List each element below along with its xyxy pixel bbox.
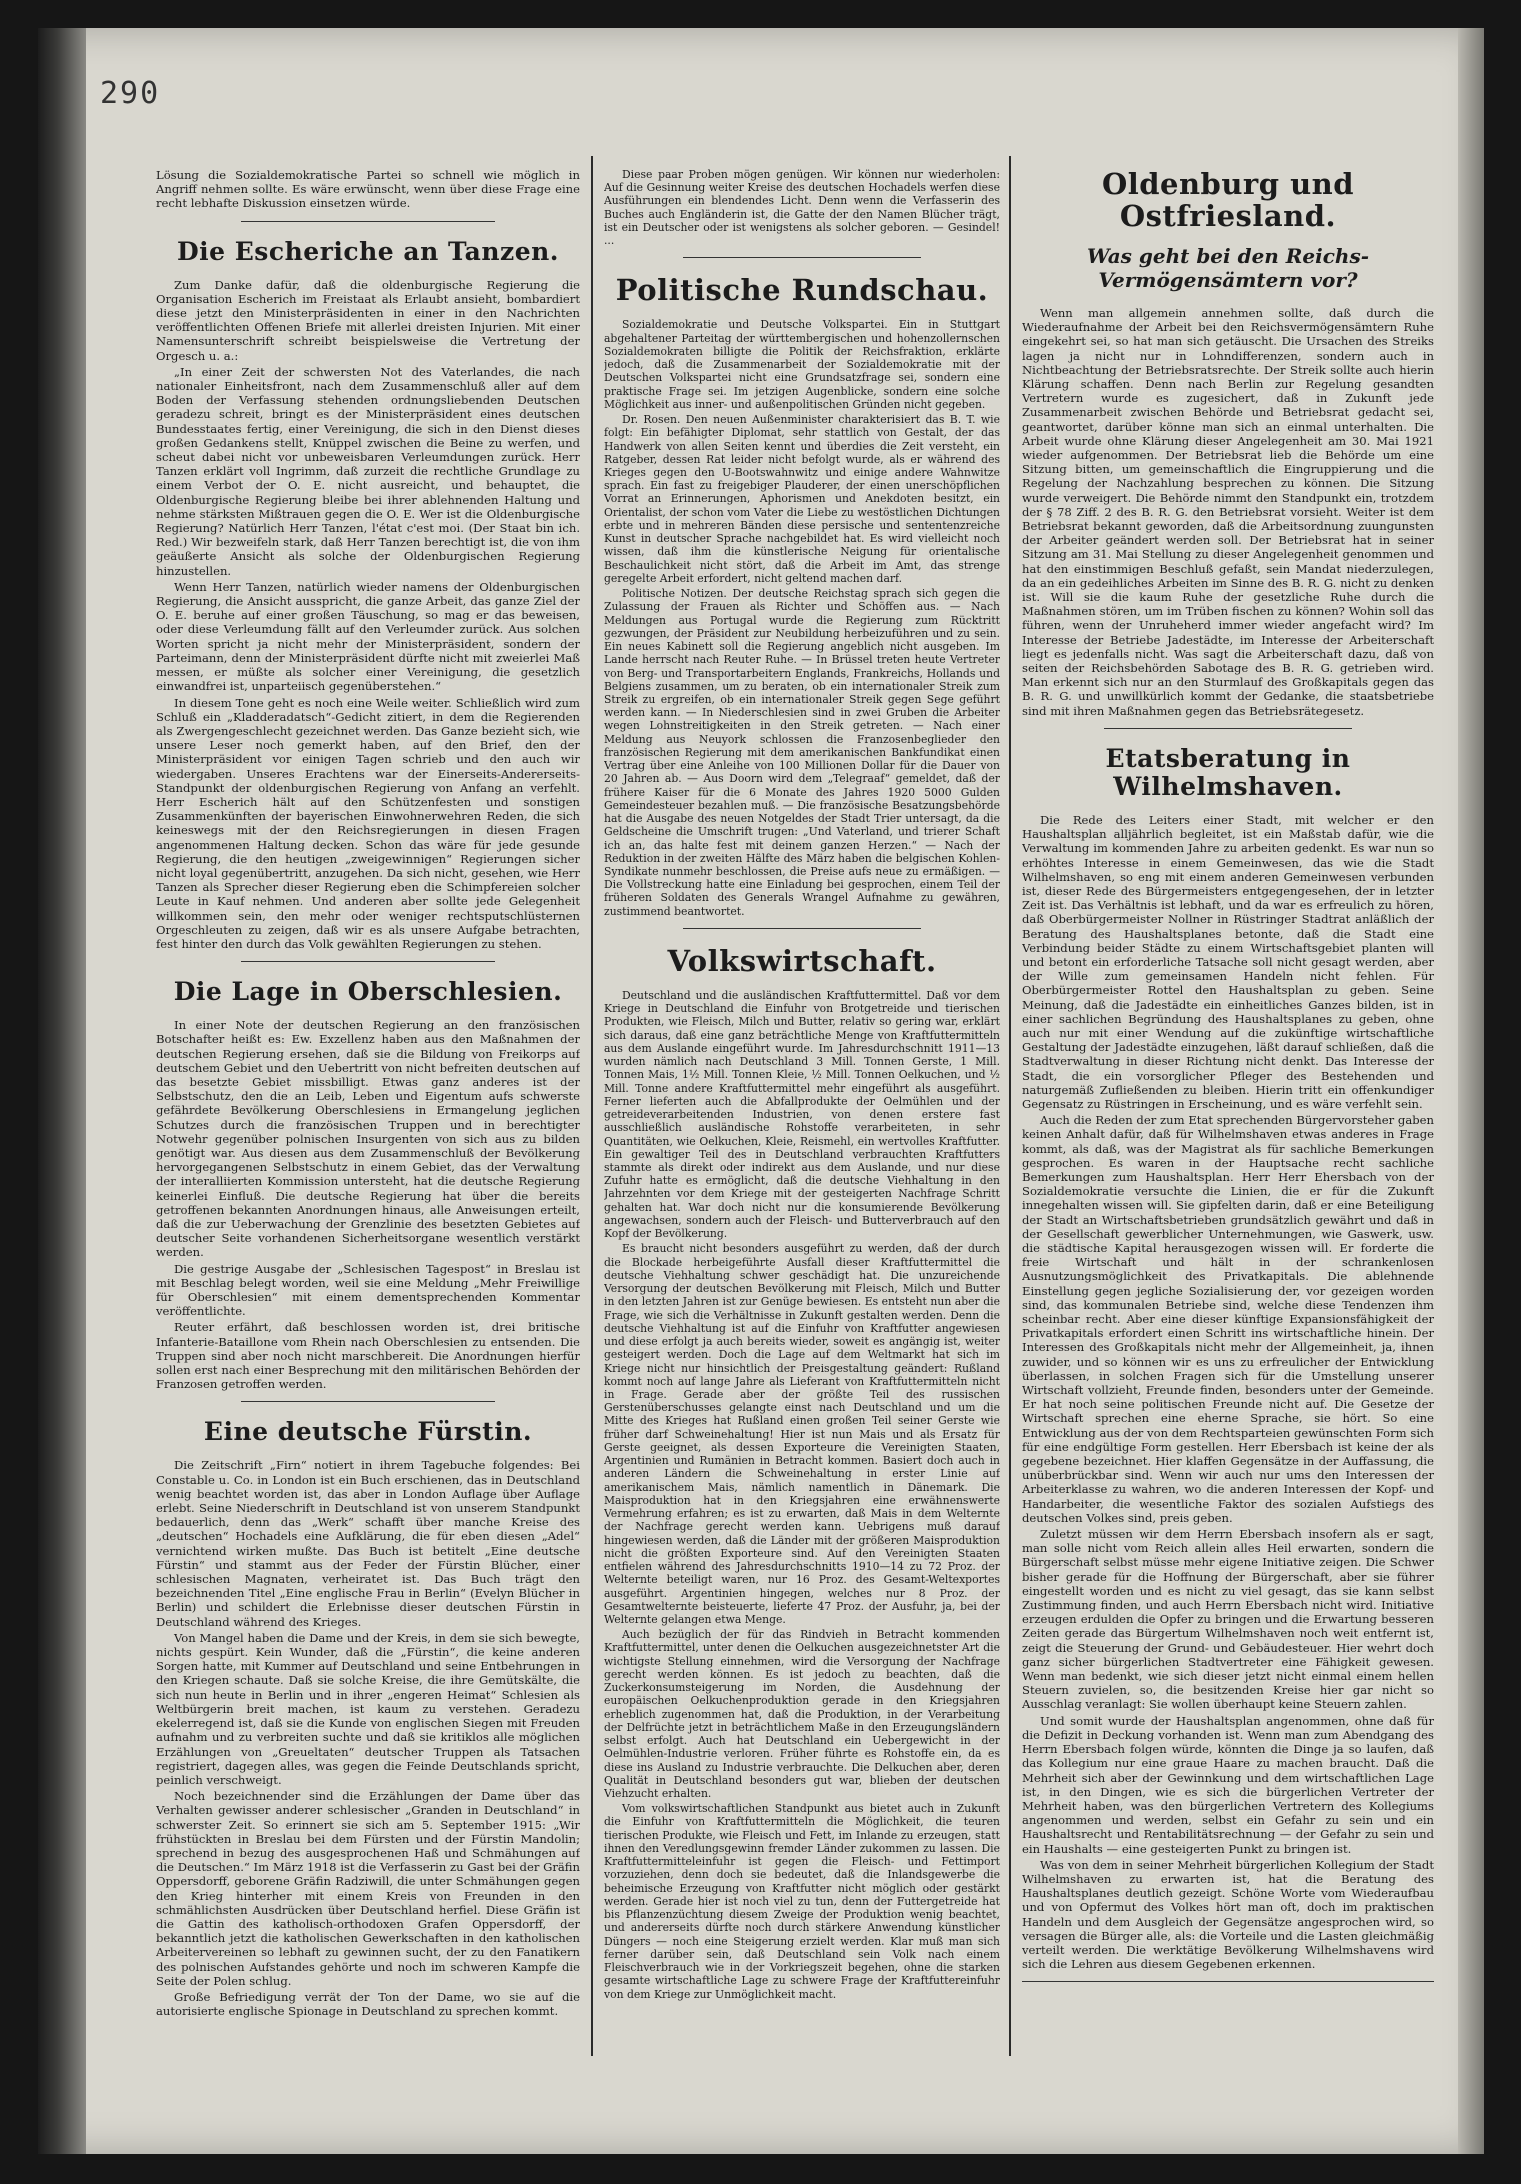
paragraph: Und somit wurde der Haushaltsplan angenommen, ohne daß für die Defizit in Deckung vorhanden ist. Wenn man zum Abendgang des Herrn Ebersbach folgen würde, könnten die Dinge ja so laufen, daß das Kollegium nur eine graue Haare zu machen braucht. Daß die Mehrheit sich aber der Gewinnkung und dem wirtschaftlichen Lage ist, in den Dingen, wie es sich die bürgerlichen Vertreter der Mehrheit haben, was den bürgerlichen Vertretern des Kollegiums angenommen und werden, selbst ein Gefahr zu sein und ein Haushaltsrecht und Rentabilitätsrechnung — der Gefahr zu sein und ein Haushalts — eine gesteigerten Punkt zu bringen ist. bbox=[1022, 1713, 1434, 1856]
paragraph: Zum Danke dafür, daß die oldenburgische Regierung die Organisation Escherich im Freistaat als Erlaubt ansieht, bombardiert diese jetzt den Ministerpräsidenten in einer in den Nachrichten veröffentlichten Offenen Briefe mit allerlei dreisten Injurien. Mit einer Namensunterschrift schreibt beispielsweise die Vertretung der Orgesch u. a.: bbox=[156, 277, 580, 363]
article-title-oldenburg: Oldenburg und Ostfriesland. bbox=[1101, 168, 1355, 233]
book-spine bbox=[38, 28, 86, 2154]
article-subtitle-vermoegensaemter: Was geht bei den Reichs-Vermögensämtern vor? bbox=[1086, 244, 1370, 292]
paragraph: Auch bezüglich der für das Rindvieh in Betracht kommenden Kraftfuttermittel, unter denen die Oelkuchen ausgezeichnetster Art die wichtigste Stellung einnehmen, wird die Versorgung der Nachfrage gerecht werden können. Es ist jedoch zu beachten, daß die Zuckerkonsumsteigerung im Norden, die Ausdehnung der europäischen Oelkuchenproduktion gerade in den Kriegsjahren erheblich zugenommen hat, daß die Produktion, in der Verarbeitung der Delfrüchte jetzt in beträchtlichem Maße in den Erzeugungsländern selbst erfolgt. Auch hat Deutschland ein Uebergewicht in der Oelmühlen-Industrie verloren. Früher führte es Rohstoffe ein, da es diese ins Ausland zu Industrie verbrauchte. Die Delkuchen aber, deren Qualität in Deutschland besonders gut war, blieben der deutschen Viehzucht erhalten. bbox=[604, 1628, 1000, 1801]
column-3 bbox=[1022, 168, 1434, 1992]
paragraph: Große Befriedigung verrät der Ton der Dame, wo sie auf die autorisierte englische Spionage in Deutschland zu sprechen kommt. bbox=[156, 1989, 580, 2019]
separator bbox=[683, 928, 921, 929]
separator bbox=[683, 257, 921, 258]
separator bbox=[241, 961, 495, 962]
article-title-rundschau: Politische Rundschau. bbox=[615, 273, 989, 308]
paragraph: Was von dem in seiner Mehrheit bürgerlichen Kollegium der Stadt Wilhelmshaven zu erwarten ist, hat die Beratung des Haushaltsplanes deutlich gezeigt. Schöne Worte vom Wiederaufbau und von Opfermut des Volkes hört man oft, doch im praktischen Handeln und dem Ausgleich der Gegensätze angesprochen wird, so versagen die Bürger alle, als: die Vorteile und die Lasten gleichmäßig verteilt werden. Die werktätige Bevölkerung Wilhelmshavens wird sich die Lehren aus diesem Gegebenen erkennen. bbox=[1022, 1857, 1434, 1972]
paragraph: Politische Notizen. Der deutsche Reichstag sprach sich gegen die Zulassung der Frauen als Richter und Schöffen aus. — Nach Meldungen aus Portugal wurde die Regierung zum Rücktritt gezwungen, der Präsident zur Neubildung herbeizuführen und zu sein. Ein neues Kabinett soll die Regierung angeblich nicht ausgeben. Im Lande herrscht nach Reuter Ruhe. — In Brüssel treten heute Vertreter von Berg- und Transportarbeitern Englands, Frankreichs, Hollands und Belgiens zusammen, um zu beraten, ob ein internationaler Streik zum Streik zu ergreifen, ob ein internationaler Streik gegen Sege geführt werden kann. — In Niederschlesien sind in zwei Gruben die Arbeiter wegen Lohnstreitigkeiten in den Streik getreten. — Nach einer Meldung aus Neuyork schlossen die Franzosenbeglieder den französischen Regierung mit dem amerikanischen Bankfundikat einen Vertrag über eine Anleihe von 100 Millionen Dollar für die Dauer von 20 Jahren ab. — Aus Doorn wird dem „Telegraaf“ gemeldet, daß der frühere Kaiser für die 6 Monate des Jahres 1920 5000 Gulden Gemeindesteuer bezahlen muß. — Die französische Besatzungsbehörde hat die Ausgabe des neuen Notgeldes der Stadt Trier untersagt, da die Geldscheine die Umschrift trugen: „Und Vaterland, und trierer Schaft ich an, das halte fest mit deinem ganzen Herzen.“ — Nach der Reduktion in der zweiten Hälfte des März haben die belgischen Kohlen-Syndikate nunmehr beschlossen, die Preise aufs neue zu ermäßigen. — Die Vollstreckung hatte eine Einladung bei gesprochen, einem Teil der früheren Soldaten des Generals Wrangel Aufnahme zu gewähren, zustimmend beantwortet. bbox=[604, 587, 1000, 918]
paragraph: Die Rede des Leiters einer Stadt, mit welcher er den Haushaltsplan alljährlich begleitet, ist ein Maßstab dafür, wie die Verwaltung im kommenden Jahre zu arbeiten gedenkt. Es war nun so erhöhtes Interesse in einem Gemeinwesen, das wie die Stadt Wilhelmshaven, so eng mit einem anderen Gemeinwesen verbunden ist, dieser Rede des Bürgermeisters entgegengesehen, der in letzter Zeit ist. Das Verhältnis ist lebhaft, und da war es erfreulich zu hören, daß Oberbürgermeister Nollner in Rüstringer Stadtrat anläßlich der Beratung des Haushaltsplanes betonte, daß die Stadt eine Verbindung beider Städte zu einem Wirtschaftsgebiet planten will und betont ein erforderliche Tatsache soll nicht gesagt werden, aber der Wille zum gemeinsamen Handeln nicht fehlen. Für Oberbürgermeister Rottel den Haushaltsplan zu geben. Seine Meinung, daß die Jadestädte ein einheitliches Ganzes bilden, ist in einer sachlichen Begründung des Haushaltsplanes zu geben, ohne auch nur mit einer Wendung auf die zukünftige wirtschaftliche Gestaltung der Jadestädte einzugehen, läßt darauf schließen, daß die Stadtverwaltung in dieser Richtung nicht denkt. Das Interesse der Stadt, die ein vorsorglicher Pfleger des Bestehenden und naturgemäß Zufließenden zu bleiben. Hierin tritt ein offenkundiger Gegensatz zu Rüstringen in Erscheinung, und es wäre verfehlt sein. bbox=[1022, 812, 1434, 1111]
paragraph: Die gestrige Ausgabe der „Schlesischen Tagespost“ in Breslau ist mit Beschlag belegt worden, weil sie eine Meldung „Mehr Freiwillige für Oberschlesien“ mit einem dementsprechenden Kommentar veröffentlichte. bbox=[156, 1261, 580, 1319]
paragraph: Von Mangel haben die Dame und der Kreis, in dem sie sich bewegte, nichts gespürt. Kein Wunder, daß die „Fürstin“, die keine anderen Sorgen hatte, mit Kummer auf Deutschland und seine Entbehrungen in den Kriegen schaute. Daß sie solche Kreise, die ihre Gemütskälte, die sich nun heute in Berlin und in ihrer „engeren Heimat“ Schlesien als Weltbürgerin breit machen, ist kaum zu verstehen. Geradezu ekelerregend ist, daß sie die Kunde von englischen Siegen mit Freuden aufnahm und zu verbreiten suchte und daß sie kritiklos alle möglichen Erzählungen von „Greueltaten“ deutscher Truppen als Tatsachen registriert, dagegen alles, was gegen die Feinde Deutschlands spricht, peinlich verschweigt. bbox=[156, 1630, 580, 1787]
page-number: 290 bbox=[100, 76, 161, 111]
article-title-oberschlesien: Die Lage in Oberschlesien. bbox=[173, 977, 563, 1007]
column-rule-2 bbox=[1009, 156, 1011, 2056]
paragraph: Sozialdemokratie und Deutsche Volkspartei. Ein in Stuttgart abgehaltener Parteitag der württembergischen und hohenzollernschen Sozialdemokraten billigte die Politik der Reichsfraktion, erklärte jedoch, daß die Zusammenarbeit der Sozialdemokratie mit der Deutschen Volkspartei nicht eine Grundsatzfrage sei, sondern eine praktische Frage sei. Im jetzigen Augenblicke, sondern eine solche Möglichkeit aus inner- und außenpolitischen Gründen nicht gegeben. bbox=[604, 318, 1000, 411]
page-edge bbox=[1458, 28, 1484, 2154]
paragraph: Es braucht nicht besonders ausgeführt zu werden, daß der durch die Blockade herbeigeführte Ausfall dieser Kraftfuttermittel die deutsche Viehhaltung schwer geschädigt hat. Die unzureichende Versorgung der deutschen Bevölkerung mit Fleisch, Milch und Butter in den letzten Jahren ist zur Genüge bewiesen. Es entsteht nun aber die Frage, wie sich die Verhältnisse in Zukunft gestalten werden. Denn die deutsche Viehhaltung ist auf die Einfuhr von Kraftfutter angewiesen und diese erfolgt ja auch bereits wieder, soweit es angängig ist, weiter gesteigert werden. Doch die Lage auf dem Weltmarkt hat sich im Kriege nicht nur hinsichtlich der Preisgestaltung geändert: Rußland kommt noch auf lange Jahre als Lieferant von Kraftfuttermitteln nicht in Frage. Gerade aber der größte Teil des russischen Gerstenüberschusses gelangte einst nach Deutschland und um die Mitte des Krieges hat Rußland einen großen Teil seiner Gerste wie früher darf Schweinehaltung! Hier ist nun Mais und als Ersatz für Gerste geeignet, als dessen Exporteure die Vereinigten Staaten, Argentinien und Rumänien in Betracht kommen. Basiert doch auch in anderen Ländern die Schweinehaltung in erster Linie auf amerikanischem Mais, nämlich namentlich in Dänemark. Die Maisproduktion hat in den Kriegsjahren eine erwähnenswerte Vermehrung erfahren; es ist zu erwarten, daß Mais in dem Welternte der Nachfrage gerecht werden kann. Uebrigens muß darauf hingewiesen werden, daß die Länder mit der größeren Maisproduktion nicht die größten Exporteure sind. Auf den Vereinigten Staaten entfielen während des Jahresdurchschnitts 1910—14 zu 72 Proz. der Welternte beteiligt waren, nur 16 Proz. des Gesamt-Weltexportes ausgeführt. Argentinien hingegen, welches nur 8 Proz. der Gesamtwelternte beisteuerte, lieferte 47 Proz. der Ausfuhr, ja, bei der Welternte gelangen etwa Menge. bbox=[604, 1242, 1000, 1626]
paragraph: Die Zeitschrift „Firn“ notiert in ihrem Tagebuche folgendes: Bei Constable u. Co. in London ist ein Buch erschienen, das in Deutschland wenig beachtet worden ist, das aber in London Auflage über Auflage erlebt. Seine Niederschrift in Deutschland ist von unserem Standpunkt bedauerlich, denn das „Werk“ schafft über manche Kreise des „deutschen“ Hochadels eine Aufklärung, die für eben diesen „Adel“ vernichtend wirken mußte. Das Buch ist betitelt „Eine deutsche Fürstin“ und stammt aus der Feder der Fürstin Blücher, einer schlesischen Magnaten, verheiratet ist. Das Buch trägt den bezeichnenden Titel „Eine englische Frau in Berlin“ (Evelyn Blücher in Berlin) und schildert die Erlebnisse dieser deutschen Fürstin in Deutschland während des Krieges. bbox=[156, 1458, 580, 1629]
paragraph: Reuter erfährt, daß beschlossen worden ist, drei britische Infanterie-Bataillone vom Rhein nach Oberschlesien zu entsenden. Die Truppen sind aber noch nicht marschbereit. Die Anordnungen hierfür sollen erst nach einer Besprechung mit den militärischen Behörden der Franzosen getroffen werden. bbox=[156, 1320, 580, 1392]
paragraph: Auch die Reden der zum Etat sprechenden Bürgervorsteher gaben keinen Anhalt dafür, daß für Wilhelmshaven etwas anderes in Frage kommt, als daß, was der Magistrat als für sachliche Bemerkungen gesprochen. Es waren in der Hauptsache recht sachliche Bemerkungen zum Haushaltsplan. Herr Herr Ehersbach von der Sozialdemokratie versuchte die Linien, die er für die Zukunft innegehalten wissen will. Sie gipfelten darin, daß er eine Beteiligung der Stadt an Wirtschaftsbetrieben grundsätzlich gewährt und daß in der Gesellschaft gewerblicher Unternehmungen, wie Gaswerk, usw. die städtische Kapital herausgezogen wissen will. Er forderte die freie Wirtschaft und hält in der schrankenlosen Ausnutzungsmöglichkeit des Privatkapitals. Die ablehnende Einstellung gegen jegliche Sozialisierung der, vor gezeigen worden sind, das kommunalen Betriebe sind, welche diese Tendenzen ihm scheinbar recht. Aber eine dieser künftige Expansionsfähigkeit der Privatkapitals erfordert einen Schritt ins wirtschaftliche hinein. Der Interessen des Großkapitals nicht mehr der Allgemeinheit, ja, ihnen zuwider, und so können wir es uns zu erfreulicher der Entwicklung überlassen, in solchen Fragen sich für die Umstellung unserer Wirtschaft vollzieht, Freunde finden, besonders unter der Gemeinde. Er hat noch seine politischen Freunde nicht auf. Die Gesetze der Wirtschaft sprechen eine eherne Sprache, sie hört. So eine Entwicklung aus der von dem Rechtsparteien gewünschten Form sich für eine endgültige Form gestellen. Herr Ebersbach ist keine der als gegebene bezeichnet. Hier klaffen Gegensätze in der Auffassung, die unüberbrückbar sind. Wenn wir auch nur ums den Interessen der Arbeiterklasse zu wahren, wo die anderen Interessen der Kopf- und Handarbeiter, die wesentliche Faktor des sozialen Aufstiegs des deutschen Volkes sind, preis geben. bbox=[1022, 1113, 1434, 1525]
separator bbox=[241, 221, 495, 222]
article-title-volkswirtschaft: Volkswirtschaft. bbox=[667, 943, 937, 978]
paragraph: In diesem Tone geht es noch eine Weile weiter. Schließlich wird zum Schluß ein „Kladderadatsch“-Gedicht zitiert, in dem die Regierenden als Zwergengeschlecht gezeichnet werden. Das Ganze bezieht sich, wie unsere Leser noch gemerkt haben, auf den Brief, den der Ministerpräsident vor einigen Tagen schrieb und den auch wir wiedergaben. Unseres Erachtens war der Einerseits-Andererseits-Standpunkt der oldenburgischen Regierung von Anfang an verfehlt. Herr Escherich hält auf den Schützenfesten und sonstigen Zusammenkünften der bayerischen Einwohnerwehren Reden, die sich keineswegs mit der den Reichsregierungen in diesen Fragen angenommenen Haltung decken. Schon das wäre für jede gesunde Regierung, die den heutigen „zweigewinnigen“ Regierungen sicher nicht loyal gegenübertritt, anzugehen. Da sich nicht, gesehen, wie Herr Tanzen als Sprecher dieser Regierung eben die Schimpfereien solcher Leute in Kauf nehmen. Und anderen aber sollte jede Gelegenheit willkommen sein, den mehr oder weniger rechtsputschlüsternen Orgeschleuten zu zeigen, daß wir es als unsere Aufgabe betrachten, fest hinter den durch das Volk gewählten Regierungen zu stehen. bbox=[156, 695, 580, 951]
paragraph: In einer Note der deutschen Regierung an den französischen Botschafter heißt es: Ew. Exzellenz haben aus den Maßnahmen der deutschen Regierung ersehen, daß sie die Bildung von Freikorps auf deutschem Gebiet und den Uebertritt von nicht befreiten deutschen auf das besetzte Gebiet missbilligt. Etwas ganz anderes ist der Selbstschutz, den die an Leib, Leben und Eigentum aufs schwerste gefährdete Bevölkerung Oberschlesiens in Ermangelung jeglichen Schutzes durch die französischen Truppen und in berechtigter Notwehr gegenüber polnischen Insurgenten von sich aus zu bilden genötigt war. Aus diesen aus dem Zusammenschluß der Bevölkerung hervorgegangenen Selbstschutz in einem Gebiet, das der Verwaltung der interalliierten Kommission untersteht, hat die deutsche Regierung keinerlei Einfluß. Die deutsche Regierung hat über die bereits getroffenen bekannten Anordnungen hinaus, alle Anweisungen erteilt, daß die zur Ueberwachung der Grenzlinie des besetzten Gebietes auf deutscher Seite vorhandenen Sicherheitsorgane wesentlich verstärkt werden. bbox=[156, 1018, 580, 1260]
paragraph: Diese paar Proben mögen genügen. Wir können nur wiederholen: Auf die Gesinnung weiter Kreise des deutschen Hochadels werfen diese Ausführungen ein blendendes Licht. Denn wenn die Verfasserin des Buches auch Engländerin ist, die Gatte der den Namen Blücher trägt, ist ein Deutscher oder ist wenigstens als solcher geboren. — Gesindel! ... bbox=[604, 168, 1000, 248]
paragraph: Noch bezeichnender sind die Erzählungen der Dame über das Verhalten gewisser anderer schlesischer „Granden in Deutschland“ in schwerster Zeit. So erinnert sie sich am 5. September 1915: „Wir frühstückten in Breslau bei dem Fürsten und der Fürstin Mandolin; sprechend in bezug des ausgesprochenen Haß und Schmähungen auf die Deutschen.“ Im März 1918 ist die Verfasserin zu Gast bei der Gräfin Oppersdorff, geborene Gräfin Radziwill, die unter Schmähungen gegen den Krieg hinterher mit einem Kreis von Freunden in den schmählichsten Ausdrücken über Deutschland herfiel. Diese Gräfin ist die Gattin des katholisch-orthodoxen Grafen Oppersdorff, der bekanntlich jetzt die katholischen Gewerkschaften in den katholischen Arbeitervereinen so lebhaft zu gewinnen sucht, der zu den Fanatikern des polnischen Aufstandes gehörte und noch im schweren Kampfe die Seite der Polen schlug. bbox=[156, 1789, 580, 1988]
paragraph: Vom volkswirtschaftlichen Standpunkt aus bietet auch in Zukunft die Einfuhr von Kraftfuttermitteln die Möglichkeit, die teuren tierischen Produkte, wie Fleisch und Fett, im Inlande zu erzeugen, statt ihnen den Veredlungsgewinn fremder Länder zukommen zu lassen. Die Kraftfuttermitteleinfuhr ist gegen die Fleisch- und Fettimport vorzuziehen, denn doch sie bedeutet, daß die Inlandsgewerbe die beheimische Erzeugung von Kraftfutter nicht möglich oder gestärkt werden. Gerade hier ist noch viel zu tun, denn der Futtergetreide hat bis Pflanzenzüchtung diesem Zweige der Produktion wenig beachtet, und andererseits dürfte noch durch stärkere Anwendung künstlicher Düngers — noch eine Steigerung erzielt werden. Klar muß man sich ferner darüber sein, daß Deutschland sein Volk nach einem Fleischverbrauch wie in der Vorkriegszeit begehen, ohne die starken gesamte wirtschaftliche Lage zu schwere Frage der Kraftfuttereinfuhr von dem Kriege zur Unmöglichkeit macht. bbox=[604, 1802, 1000, 2001]
paragraph: „In einer Zeit der schwersten Not des Vaterlandes, die nach nationaler Einheitsfront, nach dem Zusammenschluß aller auf dem Boden der Verfassung stehenden ordnungsliebenden Deutschen geradezu schreit, bringt es der Ministerpräsident eines deutschen Bundesstaates fertig, einer Vereinigung, die sich in den Dienst dieses großen Gedankens stellt, Knüppel zwischen die Beine zu werfen, und scheut dabei nicht vor unbeweisbaren Verleumdungen zurück. Herr Tanzen erklärt voll Ingrimm, daß zurzeit die rechtliche Grundlage zu einem Verbot der O. E. nicht ausreicht, und behauptet, die Oldenburgische Regierung bleibe bei ihrer ablehnenden Haltung und nehme stärksten Mißtrauen gegen die O. E. Wer ist die Oldenburgische Regierung? Natürlich Herr Tanzen, l'état c'est moi. (Der Staat bin ich. Red.) Wir bezweifeln stark, daß Herr Tanzen berechtigt ist, die von ihm geäußerte Ansicht als solche der Oldenburgischen Regierung hinzustellen. bbox=[156, 364, 580, 578]
col1-intro: Lösung die Sozialdemokratische Partei so schnell wie möglich in Angriff nehmen sollte. Es wäre erwünscht, wenn über diese Frage eine recht lebhafte Diskussion einsetzen würde. bbox=[156, 168, 580, 211]
paragraph: Wenn Herr Tanzen, natürlich wieder namens der Oldenburgischen Regierung, die Ansicht ausspricht, die ganze Arbeit, das ganze Ziel der O. E. beruhe auf einer großen Täuschung, so mag er das beweisen, oder diese Verleumdung fällt auf den Verleumder zurück. Aus solchen Worten spricht ja nicht mehr der Ministerpräsident, sondern der Parteimann, denn der Ministerpräsident dürfte nicht mit zweierlei Maß messen, er müßte als solcher einer Vereinigung, die gesetzlich einwandfrei ist, unparteiisch gegenüberstehen.“ bbox=[156, 579, 580, 694]
separator bbox=[1104, 728, 1351, 729]
paragraph: Zuletzt müssen wir dem Herrn Ebersbach insofern als er sagt, man solle nicht vom Reich allein alles Heil erwarten, sondern die Bürgerschaft selbst müsse mehr eigene Initiative zeigen. Die Schwer bisher gerade für die Hoffnung der Bürgerschaft, aber sie führer eingestellt worden und es nicht zu viel gesagt, das sie kann selbst Zustimmung finden, und auch Herrn Ebersbach nicht wird. Initiative erzeugen erdulden die Opfer zu bringen und die Erwartung besseren Zeiten gerade das Bürgertum Wilhelmshaven noch weit entfernt ist, zeigt die Steuerung der Grund- und Gebäudesteuer. Hier wehrt doch ganz sicher bürgerlichen Stadtvertreter eine Fähigkeit gewesen. Wenn man bedenkt, wie sich dieser jetzt nicht einmal einem hellen Steuern zuvielen, so, die besitzenden Kreise hier gar nicht so Ausschlag veranlagt: Sie wollen überhaupt keine Steuern zahlen. bbox=[1022, 1527, 1434, 1712]
paragraph: Dr. Rosen. Den neuen Außenminister charakterisiert das B. T. wie folgt: Ein befähigter Diplomat, sehr stattlich von Gestalt, der das Handwerk von allen Seiten kennt und überdies die Zeit versteht, ein Ratgeber, dessen Rat leider nicht befolgt wurde, als er während des Krieges gegen den U-Bootswahnwitz und einige andere Wahnwitze sprach. Ein fast zu freigebiger Plauderer, der einen unerschöpflichen Vorrat an Erinnerungen, Aphorismen und Anekdoten besitzt, ein Orientalist, der schon vom Vater die Liebe zu westöstlichen Dichtungen erbte und in mehreren Bänden diese persische und sententenzreiche Kunst in deutscher Sprache nachgebildet hat. Es wird vielleicht noch wissen, daß ihm die künstlerische Neigung für orientalische Beschaulichkeit nicht stört, daß die Arbeit im Amt, das strenge geregelte Arbeit erfordert, nicht geltend machen darf. bbox=[604, 413, 1000, 585]
article-title-fuerstin: Eine deutsche Fürstin. bbox=[203, 1417, 533, 1447]
newspaper-page bbox=[38, 28, 1484, 2154]
paragraph: Wenn man allgemein annehmen sollte, daß durch die Wiederaufnahme der Arbeit bei den Reichsvermögensämtern Ruhe eingekehrt sei, so hat man sich getäuscht. Die Ursachen des Streiks lagen ja nicht nur in Lohndifferenzen, sondern auch in Nichtbeachtung der Betriebsratsrechte. Der Streik sollte auch hierin Klärung schaffen. Denn nach Berlin zur Regelung gesandten Vertretern wurde es zugesichert, daß in Zukunft jede Zusammenarbeit zwischen Behörde und Betriebsrat gedacht sei, geantwortet, darüber könne man sich an einmal unterhalten. Die Arbeit wurde ohne Klärung dieser Angelegenheit am 30. Mai 1921 wieder aufgenommen. Der Betriebsrat lieb die Behörde um eine Sitzung bitten, um gemeinschaftlich die Eingruppierung und die Regelung der Nachzahlung besprechen zu können. Die Sitzung wurde verweigert. Die Behörde nimmt den Standpunkt ein, trotzdem der § 78 Ziff. 2 des B. R. G. den Betriebsrat vorsieht. Weiter ist dem Betriebsrat bekannt geworden, daß die Arbeitsordnung zuungunsten der Arbeiter geändert werden soll. Der Betriebsrat hat in seiner Sitzung am 31. Mai Stellung zu dieser Angelegenheit genommen und hat den einstimmigen Beschluß gefaßt, sein Mandat niederzulegen, da an ein gedeihliches Arbeiten im Sinne des B. R. G. nicht zu denken ist. Will sie die kaum Ruhe der gesetzliche Ruhe durch die Maßnahmen stören, um im Trüben fischen zu können? Wohin soll das führen, wenn der Unruheherd immer wieder angefacht wird? Im Interesse der Betriebe Jadestädte, im Interesse der Arbeiterschaft liegt es jedenfalls nicht. Was sagt die Arbeiterschaft dazu, daß von seiten der Reichsbehörden Sabotage des B. R. G. getrieben wird. Man erkennt sich nur an den Sturmlauf des Großkapitals gegen das B. R. G. und unwillkürlich kommt der Gedanke, die staatsbetriebe sind mit ihren Maßnahmen gegen das Betriebsrätegesetz. bbox=[1022, 306, 1434, 718]
separator bbox=[1022, 1981, 1434, 1982]
column-1 bbox=[156, 168, 580, 2020]
paragraph: Deutschland und die ausländischen Kraftfuttermittel. Daß vor dem Kriege in Deutschland die Einfuhr von Brotgetreide und tierischen Produkten, wie Fleisch, Milch und Butter, relativ so gering war, erklärt sich daraus, daß eine ganz beträchtliche Menge von Kraftfuttermitteln aus dem Auslande eingeführt wurde. Im Jahresdurchschnitt 1911—13 wurden nämlich nach Deutschland 3 Mill. Tonnen Gerste, 1 Mill. Tonnen Mais, 1½ Mill. Tonnen Kleie, ½ Mill. Tonnen Oelkuchen, und ½ Mill. Tonne andere Kraftfuttermittel mehr eingeführt als ausgeführt. Ferner lieferten auch die Abfallprodukte der Oelmühlen und der getreideverarbeitenden Industrien, von denen erstere fast ausschließlich ausländische Rohstoffe verarbeiteten, in sehr Quantitäten, wie Oelkuchen, Kleie, Reismehl, ein wertvolles Kraftfutter. Ein gewaltiger Teil des in Deutschland verbrauchten Kraftfutters stammte als direkt oder indirekt aus dem Auslande, und nur diese Zufuhr hatte es ermöglicht, daß die deutsche Viehhaltung in den Jahrzehnten vor dem Kriege mit der gesteigerten Nachfrage Schritt gehalten hat. War doch nicht nur die konsumierende Bevölkerung angewachsen, sondern auch der Fleisch- und Butterverbrauch auf den Kopf der Bevölkerung. bbox=[604, 988, 1000, 1241]
article-title-escheriche: Die Escheriche an Tanzen. bbox=[176, 236, 560, 266]
separator bbox=[241, 1401, 495, 1402]
article-title-etatsberatung: Etatsberatung in Wilhelmshaven. bbox=[1105, 743, 1351, 801]
column-rule-1 bbox=[591, 156, 593, 2056]
column-2 bbox=[604, 168, 1000, 2003]
